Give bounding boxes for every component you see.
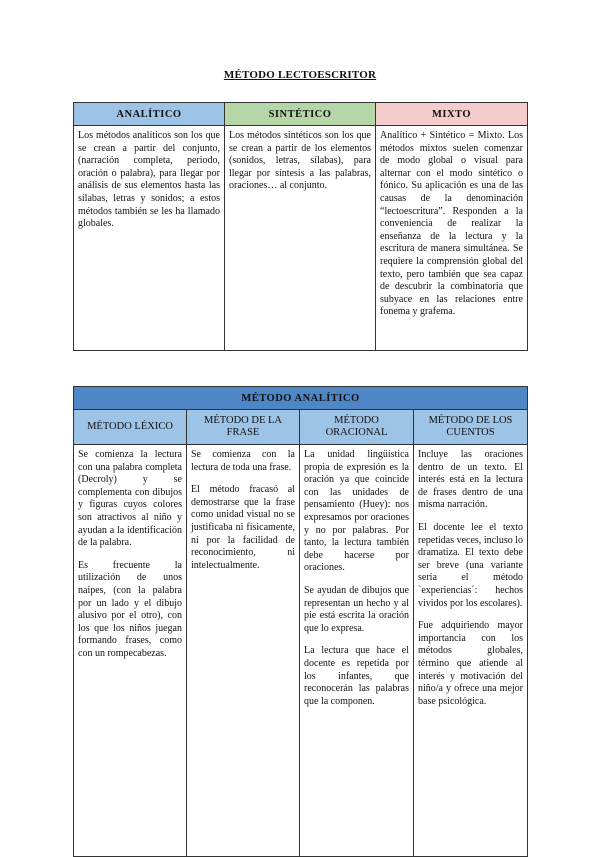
cell-analitico: [74, 126, 225, 351]
lexico-paragraph: Se comienza la lectura con una palabra completa (Decroly) y se complementa con dibujos y figuras cuyos colores son atractivos al niño y ayudan a la identificación de la palabra.: [78, 449, 182, 549]
header-metodo-oracional: MÉTODO ORACIONAL: [300, 410, 414, 445]
sintetico-text: Los métodos sintéticos son los que se crean a partir de los elementos (sonidos, letras, sílabas), para llegar por síntesis a las palabras, oraciones… al conjunto.: [229, 130, 371, 192]
banner-metodo-analitico: MÉTODO ANALÍTICO: [74, 387, 528, 410]
analitico-text: Los métodos analíticos son los que se crean a partir del conjunto, (narración completa, periodo, oración o palabra), para llegar por análisis de sus elementos hasta las sílabas, letras y sonidos; a estos métodos también se les ha llamado globales.: [78, 130, 220, 230]
analytic-method-table: [73, 386, 528, 857]
frase-paragraph: El método fracasó al demostrarse que la frase como unidad visual no se justificaba ni físicamente, ni por la facilidad de reconocimiento, ni intelectualmente.: [191, 484, 295, 571]
header-mixto: MIXTO: [376, 103, 528, 126]
cuentos-paragraph: El docente lee el texto repetidas veces, incluso lo dramatiza. El texto debe ser breve (una variante sería el método `experiencias´: hechos vividos por los escolares).: [418, 521, 523, 609]
cell-mixto: [376, 126, 528, 351]
lexico-paragraph: Es frecuente la utilización de unos naipes, (con la palabra por un lado y el dibujo alusivo por el otro), con los que los niños juegan formando frases, como con un rompecabezas.: [78, 559, 182, 659]
cell-frase: [187, 445, 300, 857]
cell-lexico: [74, 445, 187, 857]
header-metodo-cuentos: MÉTODO DE LOS CUENTOS: [414, 410, 528, 445]
methods-comparison-table: [73, 102, 528, 351]
cell-cuentos: [414, 445, 528, 857]
header-metodo-lexico: MÉTODO LÉXICO: [74, 410, 187, 445]
oracional-paragraph: Se ayudan de dibujos que representan un hecho y al pie está escrita la oración que lo expresa.: [304, 584, 409, 634]
cuentos-paragraph: Incluye las oraciones dentro de un texto. El interés está en la lectura de frases dentro de una misma narración.: [418, 449, 523, 511]
header-metodo-frase: MÉTODO DE LA FRASE: [187, 410, 300, 445]
oracional-paragraph: La unidad lingüística propia de expresión es la oración ya que coincide con las unidades de pensamiento (Huey): nos expresamos por oraciones y no por palabras. Por tanto, la lectura también debe hacerse por oraciones.: [304, 449, 409, 574]
mixto-text: Analítico + Sintético = Mixto. Los métodos mixtos suelen comenzar de modo global o visual para alternar con el modo sintético o fónico. Su aplicación es una de las causas de la denominación “lectoescritura”. Responden a la conveniencia de realizar la enseñanza de la lectura y la escritura de manera simultánea. Se requiere la comprensión global del texto, pero también que sea capaz de descubrir la combinatoria que subyace en las relaciones entre fonema y grafema.: [380, 130, 523, 318]
page-title: MÉTODO LECTOESCRITOR: [223, 69, 377, 81]
oracional-paragraph: La lectura que hace el docente es repetida por los infantes, que reconocerán las palabras que la componen.: [304, 645, 409, 707]
cell-oracional: [300, 445, 414, 857]
frase-paragraph: Se comienza con la lectura de toda una frase.: [191, 449, 295, 473]
header-sintetico: SINTÉTICO: [225, 103, 376, 126]
header-analitico: ANALÍTICO: [74, 103, 225, 126]
cuentos-paragraph: Fue adquiriendo mayor importancia con los métodos globales, término que atiende al interés y motivación del niño/a y ofrece una mejor base psicológica.: [418, 620, 523, 707]
cell-sintetico: [225, 126, 376, 351]
